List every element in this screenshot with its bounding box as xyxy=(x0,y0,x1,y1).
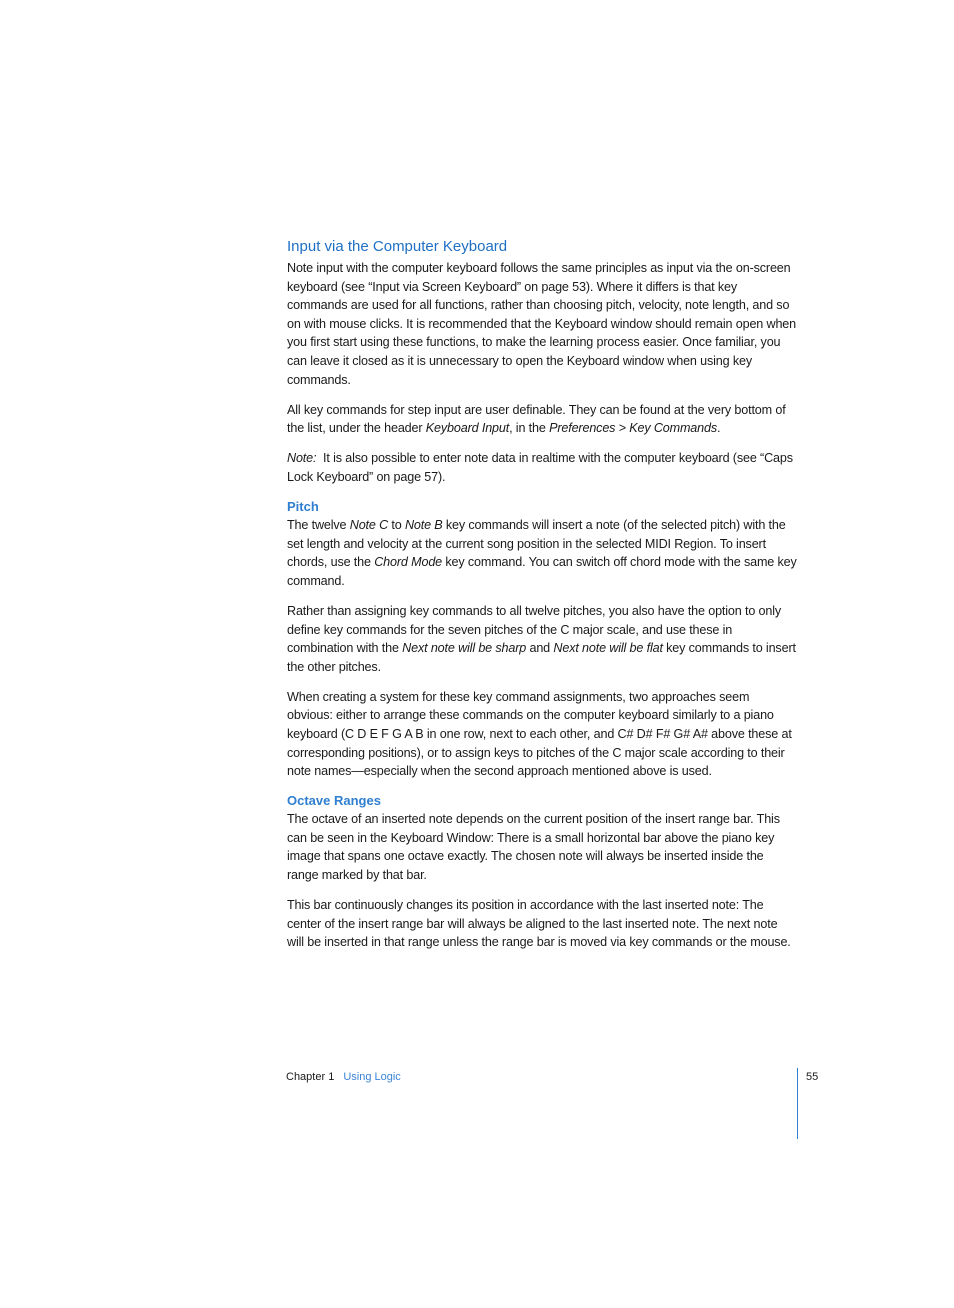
page-number: 55 xyxy=(806,1071,819,1083)
text-run: to xyxy=(388,518,405,533)
text-run: Rather than assigning key commands to all twelve pitches, you also have the option to only define key commands for the seven pitches of the C major scale, and use these in combination with the xyxy=(287,603,782,656)
text-run: key commands to insert the other pitches. xyxy=(287,641,796,674)
pitch-heading: Pitch xyxy=(287,499,319,515)
text-run: key command. You can switch off chord mode with the same key command. xyxy=(287,555,797,588)
text-run: The twelve xyxy=(287,518,350,533)
intro-paragraph: Note input with the computer keyboard follows the same principles as input via the on-screen keyboard (see “Input via Screen Keyboard” on page 53). Where it differs is that key commands are used for all functions, rather than choosing pitch, velocity, note length, and so on with mouse clicks. It is recommended that the Keyboard window should remain open when you first start using these functions, to make the learning process easier. Once familiar, you can leave it closed as it is unnecessary to open the Keyboard window when using key commands. xyxy=(287,261,797,387)
page-footer xyxy=(286,1069,401,1085)
note-text: It is also possible to enter note data in realtime with the computer keyboard (see “Caps Lock Keyboard” on page 57). xyxy=(287,451,797,484)
note-paragraph xyxy=(287,449,797,486)
text-run: All key commands for step input are user definable. They can be found at the very bottom of the list, under the header xyxy=(287,402,786,436)
pitch-paragraph-3: When creating a system for these key command assignments, two approaches seem obvious: either to arrange these commands on the computer keyboard similarly to a piano keyboard (C D E F G A B in one row, next to each other, and C# D# F# G# A# above these at corresponding positions), or to assign keys to pitches of the C major scale according to their note names—especially when the second approach mentioned above is used. xyxy=(287,689,792,779)
pitch-paragraph-1 xyxy=(287,516,797,590)
page-content xyxy=(287,236,797,952)
emphasis-note-c: Note C xyxy=(349,518,389,533)
pitch-paragraph-2 xyxy=(287,602,797,676)
key-commands-paragraph xyxy=(287,401,797,438)
text-run: and xyxy=(526,641,554,656)
emphasis-next-sharp: Next note will be sharp xyxy=(402,641,527,656)
emphasis-keyboard-input: Keyboard Input xyxy=(425,421,510,436)
note-label: Note: xyxy=(287,451,317,466)
text-run: key commands will insert a note (of the selected pitch) with the set length and velocity at the current song position in the selected MIDI Region. To insert chords, use the xyxy=(287,518,786,570)
octave-paragraph-1: The octave of an inserted note depends on the current position of the insert range bar. This can be seen in the Keyboard Window: There is a small horizontal bar above the piano key image that spans one octave exactly. The chosen note will always be inserted inside the range marked by that bar. xyxy=(287,812,780,883)
text-run: , in the xyxy=(509,421,550,436)
footer-chapter: Chapter 1 xyxy=(286,1071,335,1083)
emphasis-next-flat: Next note will be flat xyxy=(553,641,663,656)
footer-divider xyxy=(797,1068,798,1139)
text-run: . xyxy=(717,421,721,436)
emphasis-chord-mode: Chord Mode xyxy=(374,555,443,570)
octave-paragraph-2: This bar continuously changes its position in accordance with the last inserted note: The center of the insert range bar will always be aligned to the last inserted note. The next note will be inserted in that range unless the range bar is moved via key commands or the mouse. xyxy=(287,898,791,950)
footer-chapter-title[interactable]: Using Logic xyxy=(343,1071,401,1083)
emphasis-preferences: Preferences > Key Commands xyxy=(549,421,718,436)
section-heading: Input via the Computer Keyboard xyxy=(287,238,508,255)
emphasis-note-b: Note B xyxy=(404,518,443,533)
octave-ranges-heading: Octave Ranges xyxy=(287,793,381,809)
